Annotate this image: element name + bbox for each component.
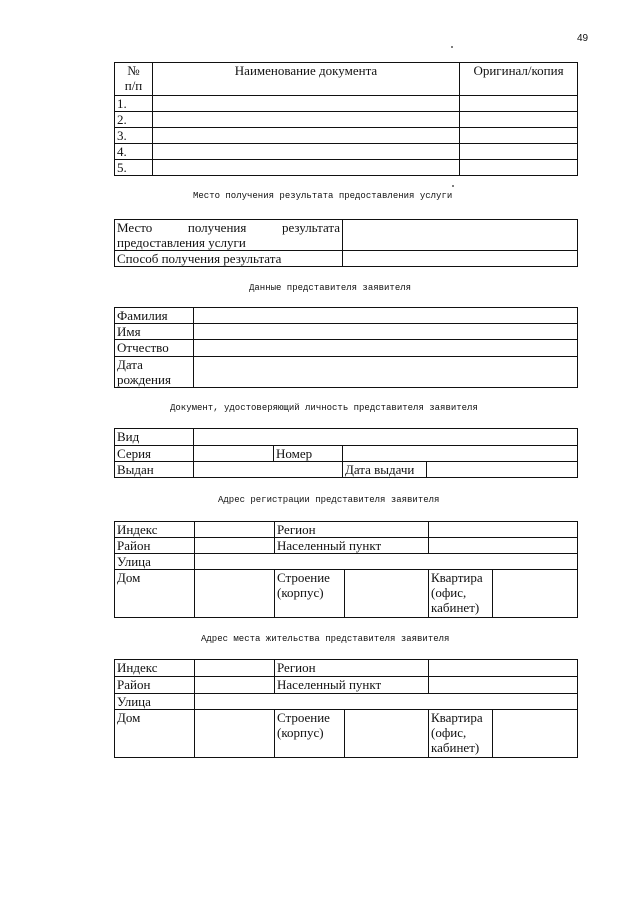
reg-house-label: Дом <box>115 570 195 618</box>
identity-doc-section-caption: Документ, удостоверяющий личность представителя заявителя <box>170 403 478 413</box>
reg-building-field[interactable] <box>345 570 429 618</box>
result-method-label: Способ получения результата <box>115 251 343 267</box>
document-name-cell[interactable] <box>153 144 460 160</box>
representative-section-caption: Данные представителя заявителя <box>249 283 412 293</box>
res-district-label: Район <box>115 677 195 694</box>
patronymic-label: Отчество <box>115 340 194 357</box>
page-number: 49 <box>577 33 589 44</box>
reg-district-field[interactable] <box>195 538 275 554</box>
reg-street-label: Улица <box>115 554 195 570</box>
documents-header-row <box>115 63 578 96</box>
doc-number-field[interactable] <box>343 446 578 462</box>
doc-issue-date-label: Дата выдачи <box>343 462 427 478</box>
res-region-label: Регион <box>275 660 429 677</box>
scan-speck <box>451 46 453 48</box>
residence-address-caption: Адрес места жительства представителя заявителя <box>201 634 450 644</box>
table-row <box>115 96 578 112</box>
doc-issue-date-field[interactable] <box>427 462 578 478</box>
table-row <box>115 160 578 176</box>
result-place-value[interactable] <box>343 220 578 251</box>
name-label: Имя <box>115 324 194 340</box>
registration-address-caption: Адрес регистрации представителя заявителя <box>218 495 440 505</box>
doc-series-label: Серия <box>115 446 194 462</box>
res-index-label: Индекс <box>115 660 195 677</box>
row-number: 1. <box>115 96 153 112</box>
table-row <box>115 128 578 144</box>
doc-type-label: Вид <box>115 429 194 446</box>
reg-house-field[interactable] <box>195 570 275 618</box>
document-name-cell[interactable] <box>153 96 460 112</box>
res-index-field[interactable] <box>195 660 275 677</box>
scan-speck <box>452 185 454 187</box>
reg-apartment-field[interactable] <box>493 570 578 618</box>
reg-index-field[interactable] <box>195 522 275 538</box>
res-building-label: Строение (корпус) <box>275 710 345 758</box>
row-number: 5. <box>115 160 153 176</box>
doc-issued-label: Выдан <box>115 462 194 478</box>
reg-street-field[interactable] <box>195 554 578 570</box>
row-number: 2. <box>115 112 153 128</box>
doc-issued-field[interactable] <box>194 462 343 478</box>
res-house-field[interactable] <box>195 710 275 758</box>
document-type-cell[interactable] <box>460 144 578 160</box>
doc-number-label: Номер <box>274 446 343 462</box>
table-row <box>115 112 578 128</box>
result-section-caption: Место получения результата предоставления услуги <box>193 191 453 201</box>
representative-table <box>114 307 578 388</box>
col-number-header: № п/п <box>115 63 153 96</box>
reg-index-label: Индекс <box>115 522 195 538</box>
reg-building-label: Строение (корпус) <box>275 570 345 618</box>
reg-locality-field[interactable] <box>429 538 578 554</box>
document-name-cell[interactable] <box>153 112 460 128</box>
result-place-label: Место получения результата предоставления услуги <box>115 220 343 251</box>
reg-locality-label: Населенный пункт <box>275 538 429 554</box>
res-house-label: Дом <box>115 710 195 758</box>
table-row <box>115 144 578 160</box>
reg-district-label: Район <box>115 538 195 554</box>
birth-date-label: Дата рождения <box>115 357 194 388</box>
res-apartment-label: Квартира (офис, кабинет) <box>429 710 493 758</box>
registration-address-table <box>114 521 578 618</box>
document-type-cell[interactable] <box>460 96 578 112</box>
documents-table <box>114 62 578 176</box>
res-street-label: Улица <box>115 694 195 710</box>
res-region-field[interactable] <box>429 660 578 677</box>
res-locality-label: Населенный пункт <box>275 677 429 694</box>
document-name-cell[interactable] <box>153 128 460 144</box>
surname-label: Фамилия <box>115 308 194 324</box>
surname-field[interactable] <box>194 308 578 324</box>
res-district-field[interactable] <box>195 677 275 694</box>
document-type-cell[interactable] <box>460 160 578 176</box>
name-field[interactable] <box>194 324 578 340</box>
row-number: 4. <box>115 144 153 160</box>
res-street-field[interactable] <box>195 694 578 710</box>
reg-apartment-label: Квартира (офис, кабинет) <box>429 570 493 618</box>
col-type-header: Оригинал/копия <box>460 63 578 96</box>
col-name-header: Наименование документа <box>153 63 460 96</box>
document-type-cell[interactable] <box>460 112 578 128</box>
identity-doc-table <box>114 428 578 478</box>
document-name-cell[interactable] <box>153 160 460 176</box>
doc-series-field[interactable] <box>194 446 274 462</box>
doc-type-field[interactable] <box>194 429 578 446</box>
res-apartment-field[interactable] <box>493 710 578 758</box>
result-method-value[interactable] <box>343 251 578 267</box>
reg-region-label: Регион <box>275 522 429 538</box>
document-type-cell[interactable] <box>460 128 578 144</box>
res-building-field[interactable] <box>345 710 429 758</box>
residence-address-table <box>114 659 578 758</box>
patronymic-field[interactable] <box>194 340 578 357</box>
row-number: 3. <box>115 128 153 144</box>
reg-region-field[interactable] <box>429 522 578 538</box>
result-table <box>114 219 578 267</box>
res-locality-field[interactable] <box>429 677 578 694</box>
birth-date-field[interactable] <box>194 357 578 388</box>
